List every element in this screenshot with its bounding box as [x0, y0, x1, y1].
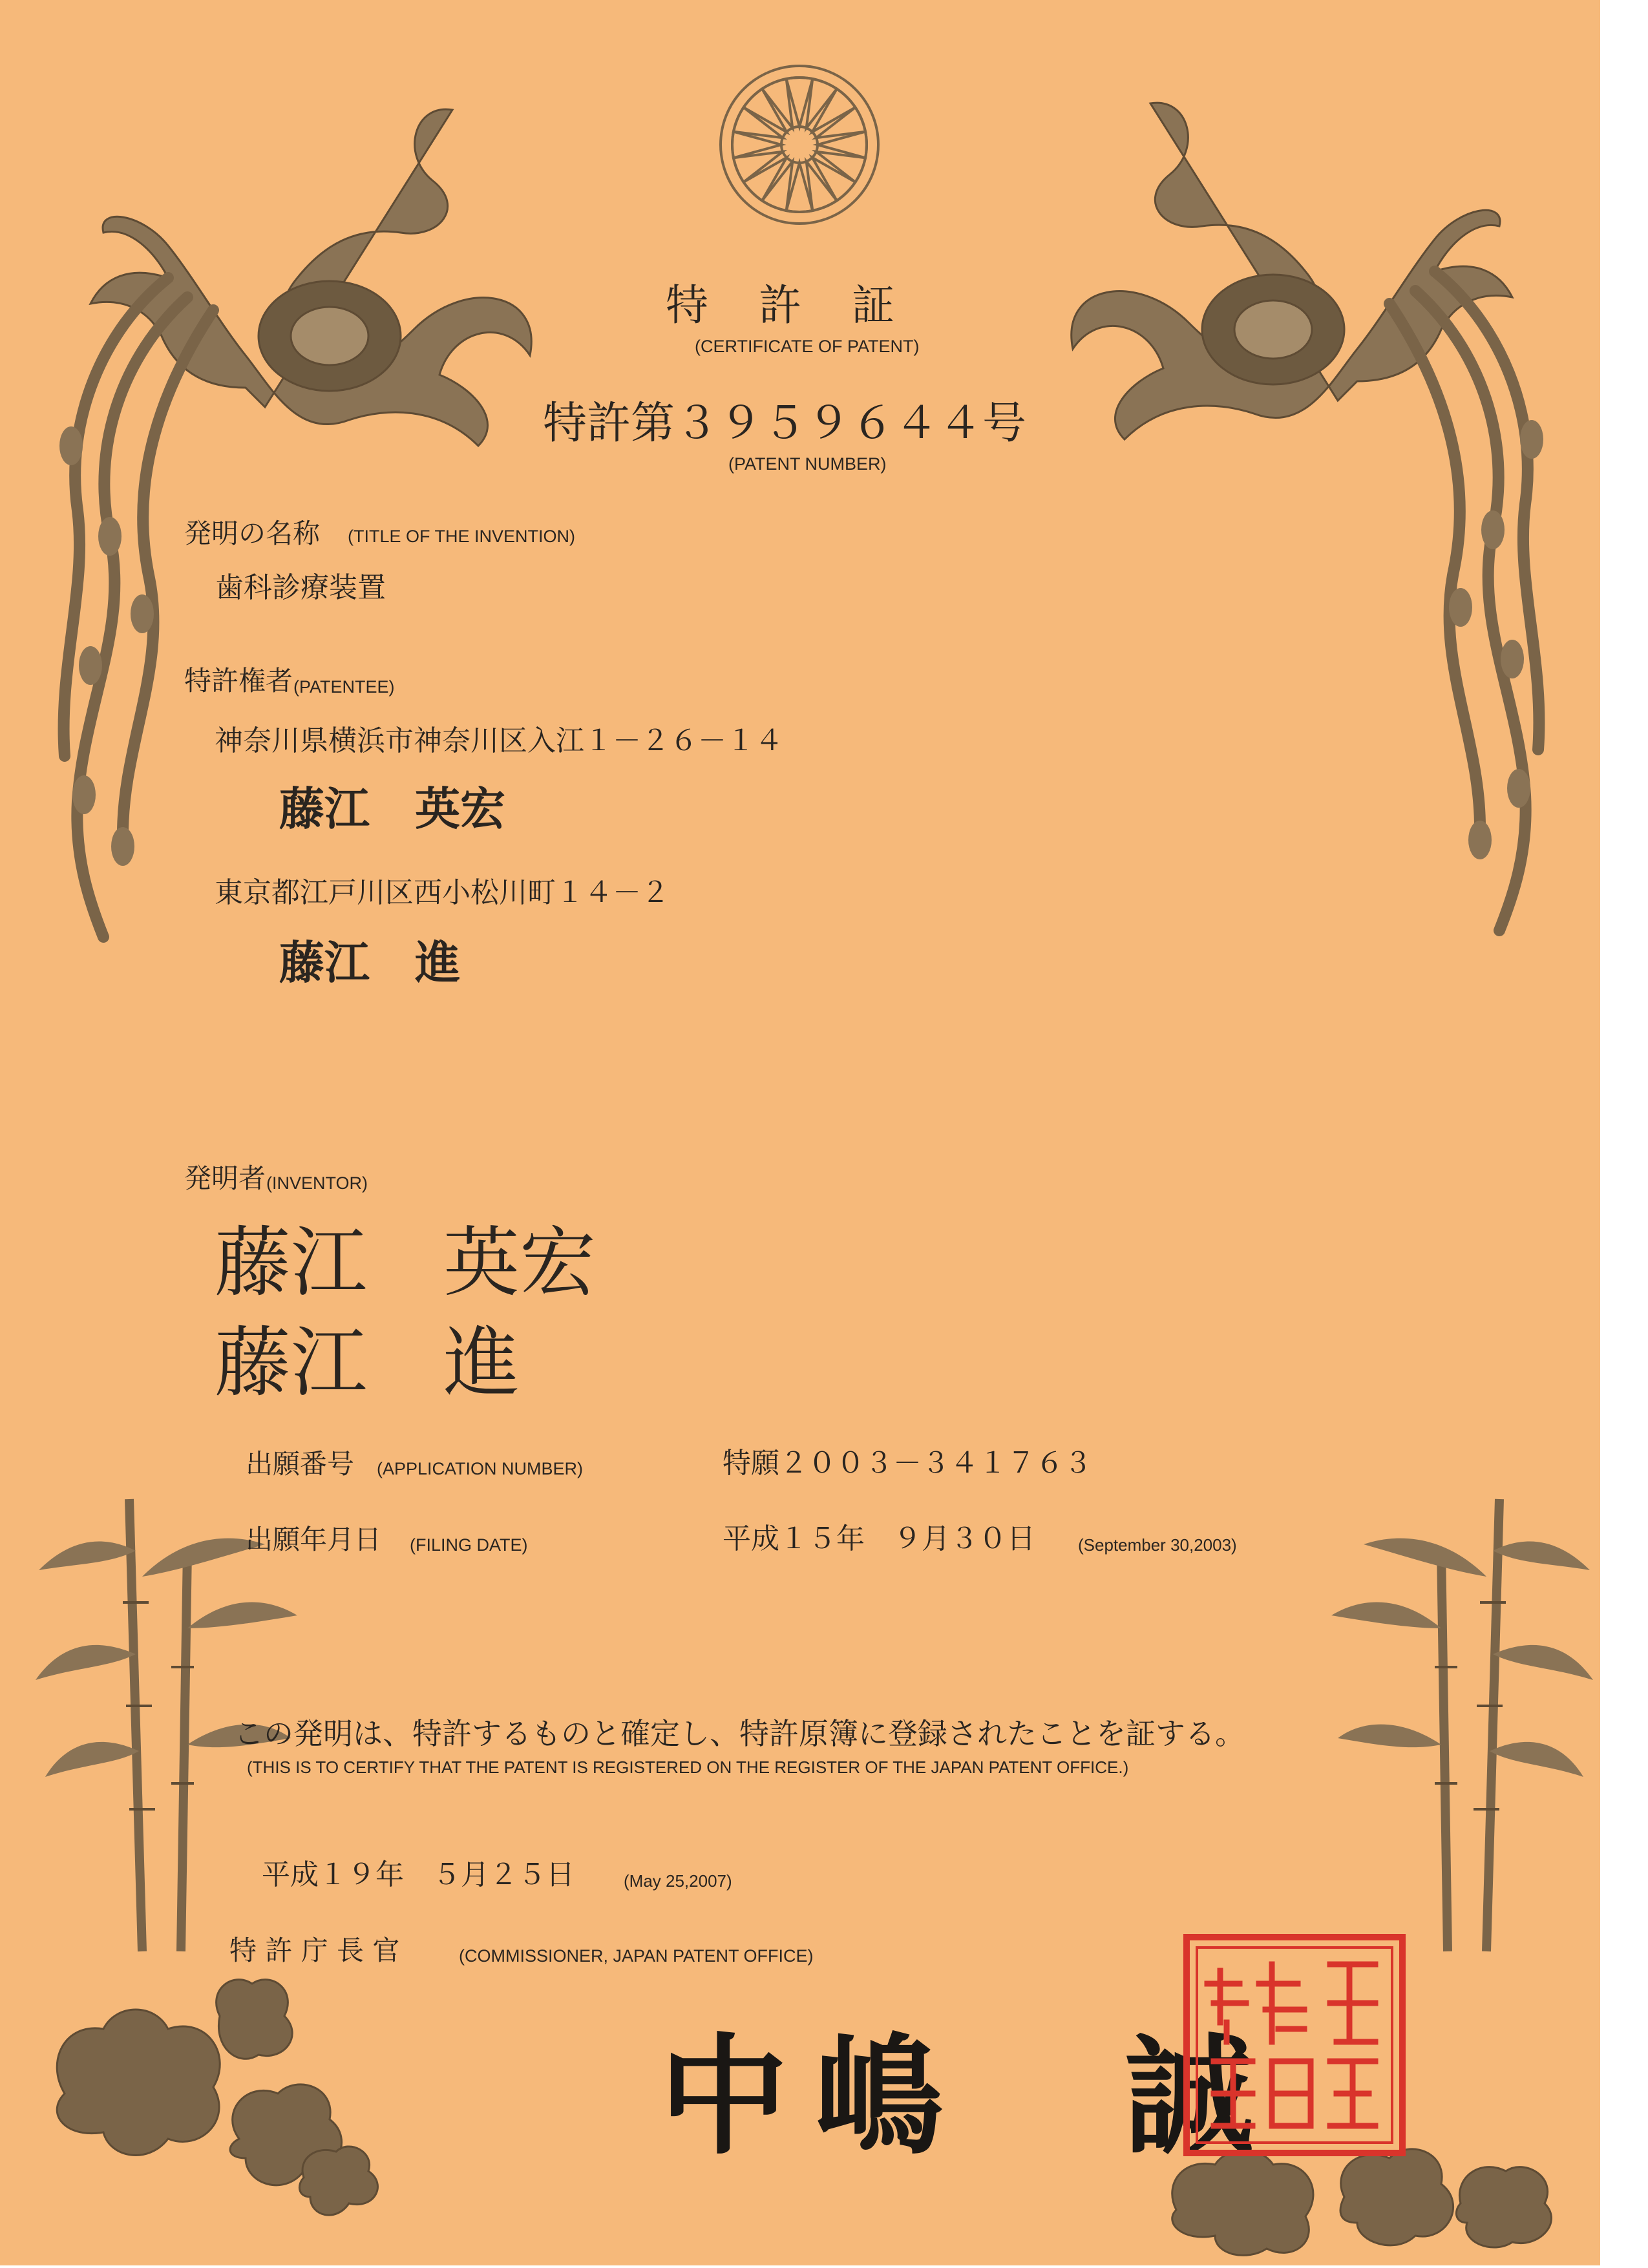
patentee-label-en: (PATENTEE) — [293, 677, 395, 697]
certification-statement-en: (THIS IS TO CERTIFY THAT THE PATENT IS REGISTERED ON THE REGISTER OF THE JAPAN PATENT OFFICE.) — [247, 1758, 1129, 1777]
commissioner-signature: 中嶋 誠 — [659, 2021, 1280, 2172]
patent-number-en: (PATENT NUMBER) — [728, 454, 887, 474]
filing-date-en: (September 30,2003) — [1078, 1535, 1237, 1555]
invention-title: 歯科診療装置 — [215, 571, 386, 604]
issue-date-en: (May 25,2007) — [624, 1871, 732, 1891]
filing-date: 平成１５年 ９月３０日 — [723, 1522, 1035, 1555]
patentee-address: 東京都江戸川区西小松川町１４－２ — [215, 876, 670, 909]
certificate-title-en: (CERTIFICATE OF PATENT) — [695, 337, 920, 356]
application-number: 特願２００３－３４１７６３ — [723, 1447, 1092, 1480]
application-number-label-en: (APPLICATION NUMBER) — [377, 1459, 584, 1478]
invention-label-en: (TITLE OF THE INVENTION) — [348, 527, 576, 546]
invention-label: 発明の名称 — [184, 518, 321, 549]
bamboo-right-ornament-icon — [1325, 1473, 1596, 1964]
application-number-label: 出願番号 — [246, 1448, 355, 1480]
paulownia-left-ornament-icon — [26, 1964, 478, 2249]
commissioner-label: 特 許 庁 長 官 — [229, 1935, 400, 1966]
inventor-name: 藤江 進 — [215, 1318, 520, 1407]
patentee-name: 藤江 進 — [279, 936, 460, 989]
issue-date: 平成１９年 ５月２５日 — [262, 1858, 575, 1891]
certification-statement: この発明は、特許するものと確定し、特許原簿に登録されたことを証する。 — [234, 1716, 1245, 1751]
inventor-label-en: (INVENTOR) — [266, 1173, 368, 1193]
commissioner-label-en: (COMMISSIONER, JAPAN PATENT OFFICE) — [459, 1946, 814, 1966]
patentee-label: 特許権者 — [184, 665, 293, 697]
certificate-title: 特 許 証 — [666, 280, 898, 330]
official-seal-icon — [1181, 1932, 1408, 2158]
patentee-address: 神奈川県横浜市神奈川区入江１－２６－１４ — [215, 724, 783, 757]
filing-date-label: 出願年月日 — [246, 1524, 382, 1555]
inventor-label: 発明者 — [184, 1162, 266, 1194]
inventor-name: 藤江 英宏 — [215, 1218, 597, 1307]
patentee-name: 藤江 英宏 — [279, 782, 505, 835]
filing-date-label-en: (FILING DATE) — [410, 1535, 528, 1555]
phoenix-right-ornament-icon — [1041, 78, 1551, 943]
patent-number: 特許第３９５９６４４号 — [543, 398, 1027, 449]
chrysanthemum-crest-icon — [716, 61, 883, 228]
scan-edge — [1600, 0, 1648, 2268]
